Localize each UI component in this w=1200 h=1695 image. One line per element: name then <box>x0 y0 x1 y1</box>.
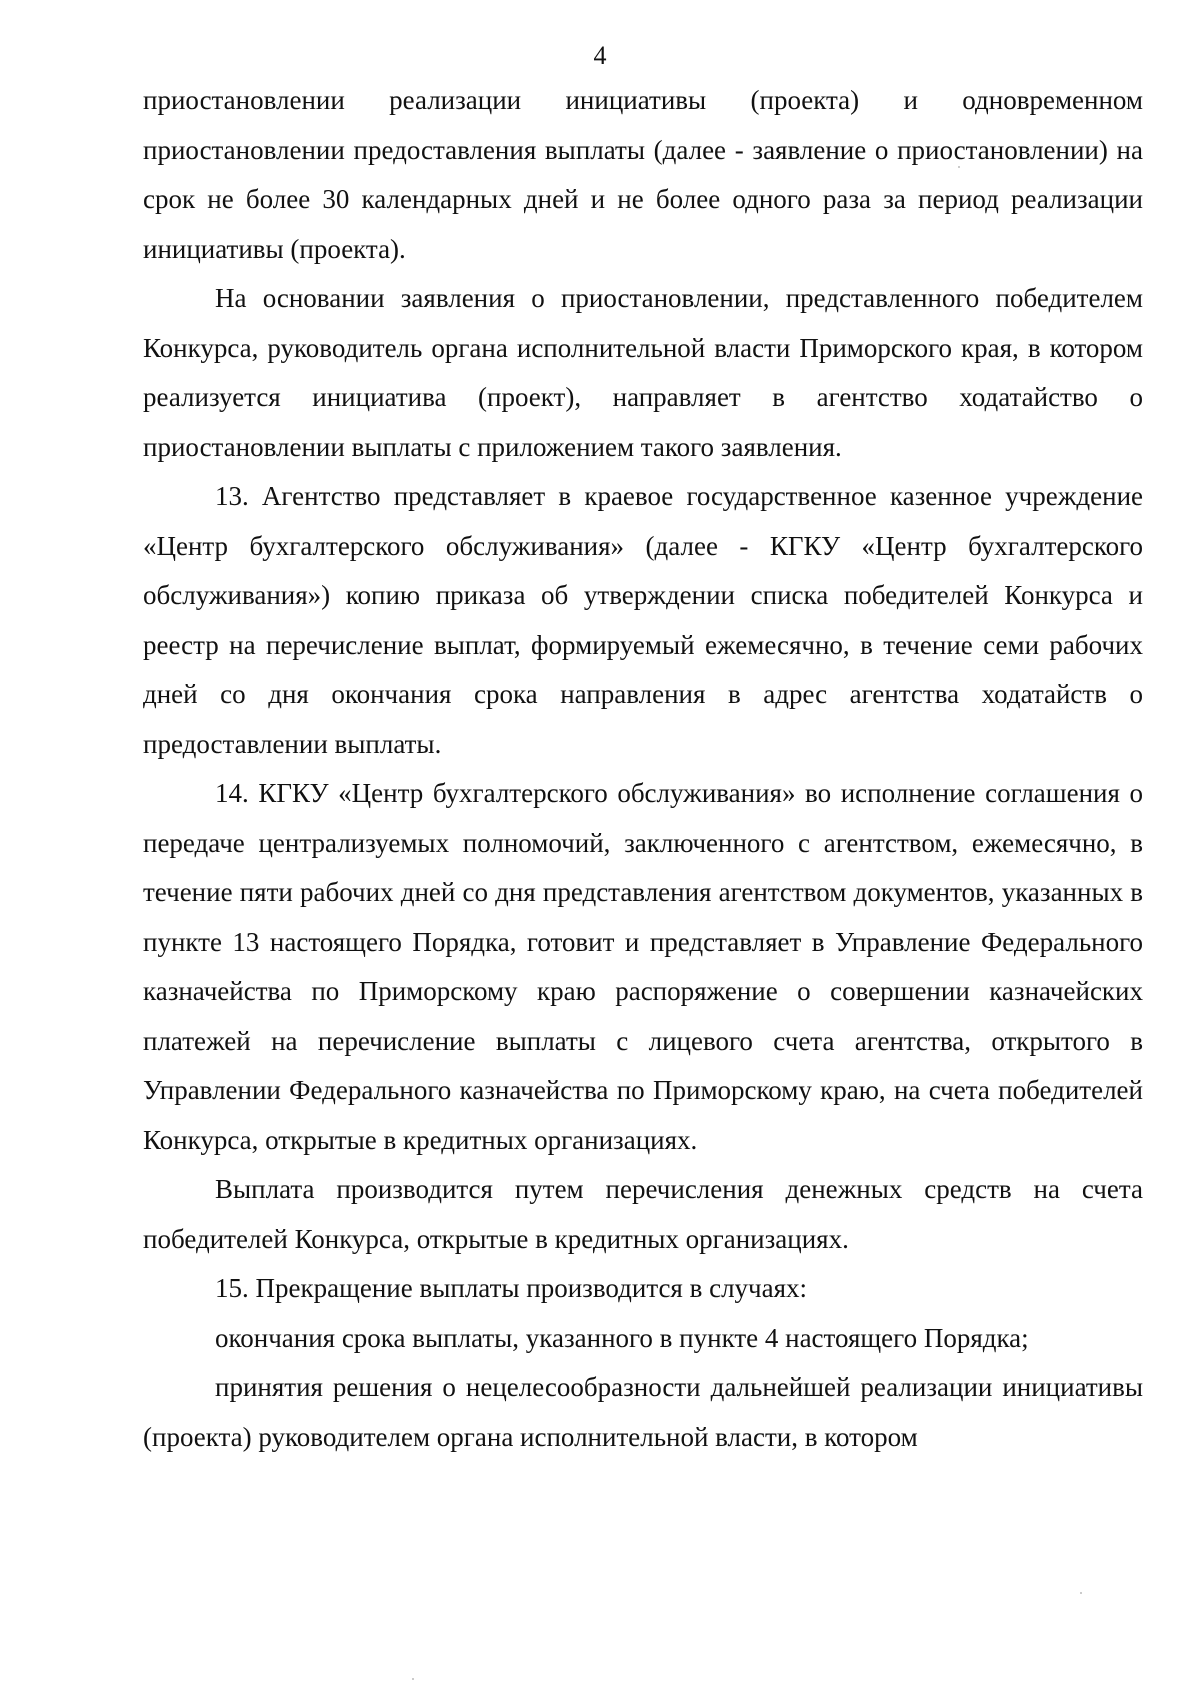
document-body <box>143 76 1143 1462</box>
scan-speck <box>412 1678 414 1680</box>
scan-speck <box>958 166 960 168</box>
paragraph-suspension-petition: На основании заявления о приостановлении, представленного победителем Конкурса, руководитель органа исполнительной власти Приморского края, в котором реализуется инициатива (проект), направляет в агентство ходатайство о приостановлении выплаты с приложением такого заявления. <box>143 283 1143 462</box>
paragraph-item-15: 15. Прекращение выплаты производится в случаях: <box>215 1273 808 1303</box>
scan-speck <box>1080 1592 1082 1594</box>
paragraph-payment-method: Выплата производится путем перечисления денежных средств на счета победителей Конкурса, открытые в кредитных организациях. <box>143 1174 1143 1254</box>
paragraph-item-13: 13. Агентство представляет в краевое государственное казенное учреждение «Центр бухгалтерского обслуживания» (далее - КГКУ «Центр бухгалтерского обслуживания») копию приказа об утверждении списка победителей Конкурса и реестр на перечисление выплат, формируемый ежемесячно, в течение семи рабочих дней со дня окончания срока направления в адрес агентства ходатайств о предоставлении выплаты. <box>143 481 1143 759</box>
paragraph-termination-case-1: окончания срока выплаты, указанного в пункте 4 настоящего Порядка; <box>215 1322 1029 1353</box>
page-number: 4 <box>593 41 607 70</box>
paragraph-item-14: 14. КГКУ «Центр бухгалтерского обслуживания» во исполнение соглашения о передаче централизуемых полномочий, заключенного с агентством, ежемесячно, в течение пяти рабочих дней со дня представления агентством документов, указанных в пункте 13 настоящего Порядка, готовит и представляет в Управление Федерального казначейства по Приморскому краю распоряжение о совершении казначейских платежей на перечисление выплаты с лицевого счета агентства, открытого в Управлении Федерального казначейства по Приморскому краю, на счета победителей Конкурса, открытые в кредитных организациях. <box>143 778 1143 1155</box>
paragraph-termination-case-2: принятия решения о нецелесообразности дальнейшей реализации инициативы (проекта) руководителем органа исполнительной власти, в котором <box>143 1372 1143 1452</box>
paragraph-suspension-continued: приостановлении реализации инициативы (проекта) и одновременном приостановлении предоставления выплаты (далее - заявление о приостановлении) на срок не более 30 календарных дней и не более одного раза за период реализации инициативы (проекта). <box>143 85 1143 264</box>
